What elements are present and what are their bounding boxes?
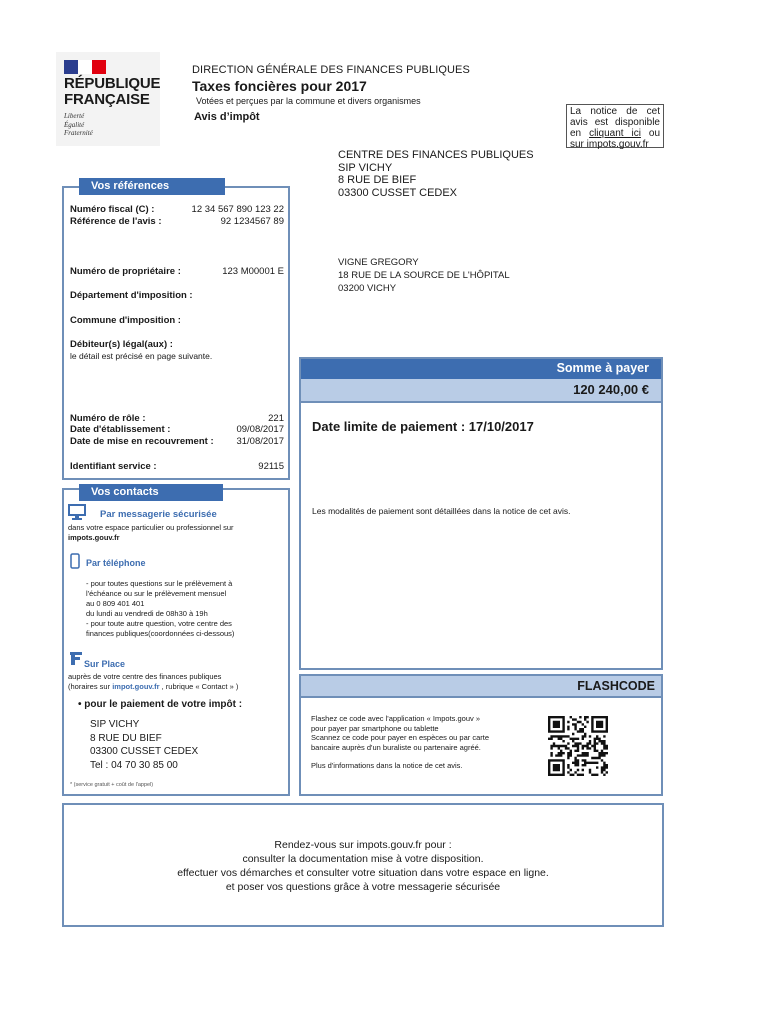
recovery-date-row: Date de mise en recouvrement : 31/08/2017 xyxy=(70,436,284,447)
role-number-row: Numéro de rôle : 221 xyxy=(70,413,284,424)
contacts-tab: Vos contacts xyxy=(79,484,223,501)
notice-link[interactable]: cliquant ici xyxy=(589,128,641,139)
debiteur-note: le détail est précisé en page suivante. xyxy=(70,351,213,361)
bullet-icon: • xyxy=(78,699,85,710)
document-subtitle: Votées et perçues par la commune et divers organismes xyxy=(196,96,421,106)
sender-address: CENTRE DES FINANCES PUBLIQUES SIP VICHY 8 RUE DE BIEF 03300 CUSSET CEDEX xyxy=(338,149,534,199)
telephone-text-line: l'échéance ou sur le prélèvement mensuel xyxy=(86,589,227,598)
references-tab: Vos références xyxy=(79,178,225,195)
republique-logo-text: RÉPUBLIQUE FRANÇAISE xyxy=(64,75,161,108)
flashcode-panel xyxy=(299,674,663,796)
republique-motto: Liberté Égalité Fraternité xyxy=(64,112,93,137)
messagerie-text: dans votre espace particulier ou professionnel sur xyxy=(68,523,234,532)
flashcode-header: FLASHCODE xyxy=(301,676,661,698)
qr-code-icon[interactable] xyxy=(548,716,608,776)
direction-heading: DIRECTION GÉNÉRALE DES FINANCES PUBLIQUES xyxy=(192,64,470,76)
computer-monitor-icon xyxy=(68,504,86,520)
contacts-panel xyxy=(62,488,290,796)
commune-row: Commune d'imposition : xyxy=(70,315,181,326)
online-services-panel xyxy=(62,803,664,927)
flashcode-instructions: Flashez ce code avec l'application « Impots.gouv » pour payer par smartphone ou tablette Scannez ce code pour payer en espèces ou par carte bancaire auprès d'un buraliste ou partenaire agréé. Plus d'informations dans la notice de cet avis. xyxy=(311,714,490,770)
payment-contact-address: SIP VICHY 8 RUE DU BIEF 03300 CUSSET CEDEX Tel : 04 70 30 85 00 xyxy=(90,719,199,771)
public-finance-office-icon xyxy=(68,650,84,666)
notice-box: La notice de cet avis est disponible en cliquant ici ou sur impots.gouv.fr xyxy=(566,104,664,148)
service-id-row: Identifiant service : 92115 xyxy=(70,461,284,472)
payment-contact-title: • pour le paiement de votre impôt : xyxy=(78,699,243,710)
references-panel xyxy=(62,180,290,480)
smartphone-icon xyxy=(70,553,80,569)
telephone-hours: du lundi au vendredi de 08h30 à 19h xyxy=(86,609,208,618)
debiteur-row: Débiteur(s) légal(aux) : xyxy=(70,339,173,350)
footnote: * (service gratuit + coût de l'appel) xyxy=(70,782,154,788)
payment-deadline: Date limite de paiement : 17/10/2017 xyxy=(312,419,534,434)
fiscal-number-row: Numéro fiscal (C) : 12 34 567 890 123 22 xyxy=(70,204,284,215)
telephone-text-line: - pour toutes questions sur le prélèvement à xyxy=(86,579,233,588)
place-title: Sur Place xyxy=(84,659,126,669)
payment-modalities: Les modalités de paiement sont détaillées dans la notice de cet avis. xyxy=(312,506,571,516)
telephone-text-line: - pour toute autre question, votre centre des xyxy=(86,619,232,628)
marianne-flag-icon xyxy=(64,60,106,74)
department-row: Département d'imposition : xyxy=(70,290,193,301)
recipient-address: VIGNE GREGORY 18 RUE DE LA SOURCE DE L'HÔPITAL 03200 VICHY xyxy=(338,257,510,294)
establishment-date-row: Date d'établissement : 09/08/2017 xyxy=(70,424,284,435)
payment-header: Somme à payer xyxy=(301,359,661,379)
messagerie-title: Par messagerie sécurisée xyxy=(100,509,217,520)
place-hours-line: (horaires sur impot.gouv.fr , rubrique « Contact » ) xyxy=(68,682,239,691)
place-text-line: auprès de votre centre des finances publiques xyxy=(68,672,222,681)
owner-number-row: Numéro de propriétaire : 123 M00001 E xyxy=(70,266,284,277)
avis-reference-row: Référence de l'avis : 92 1234567 89 xyxy=(70,216,284,227)
payment-amount: 120 240,00 € xyxy=(301,379,661,403)
messagerie-site[interactable]: impots.gouv.fr xyxy=(68,533,120,542)
payment-panel xyxy=(299,357,663,670)
document-type: Avis d’impôt xyxy=(194,111,260,123)
document-title: Taxes foncières pour 2017 xyxy=(192,78,367,94)
telephone-title: Par téléphone xyxy=(86,558,146,568)
telephone-text-line: finances publiques(coordonnées ci-dessous) xyxy=(86,629,235,638)
impot-gouv-link[interactable]: impot.gouv.fr xyxy=(112,682,160,691)
telephone-number: au 0 809 401 401 xyxy=(86,599,145,608)
online-services-text: Rendez-vous sur impots.gouv.fr pour : consulter la documentation mise à votre disposition. effectuer vos démarches et consulter votre situation dans votre espace en ligne. et poser vos questions grâce à votre messagerie sécurisée xyxy=(177,839,549,893)
